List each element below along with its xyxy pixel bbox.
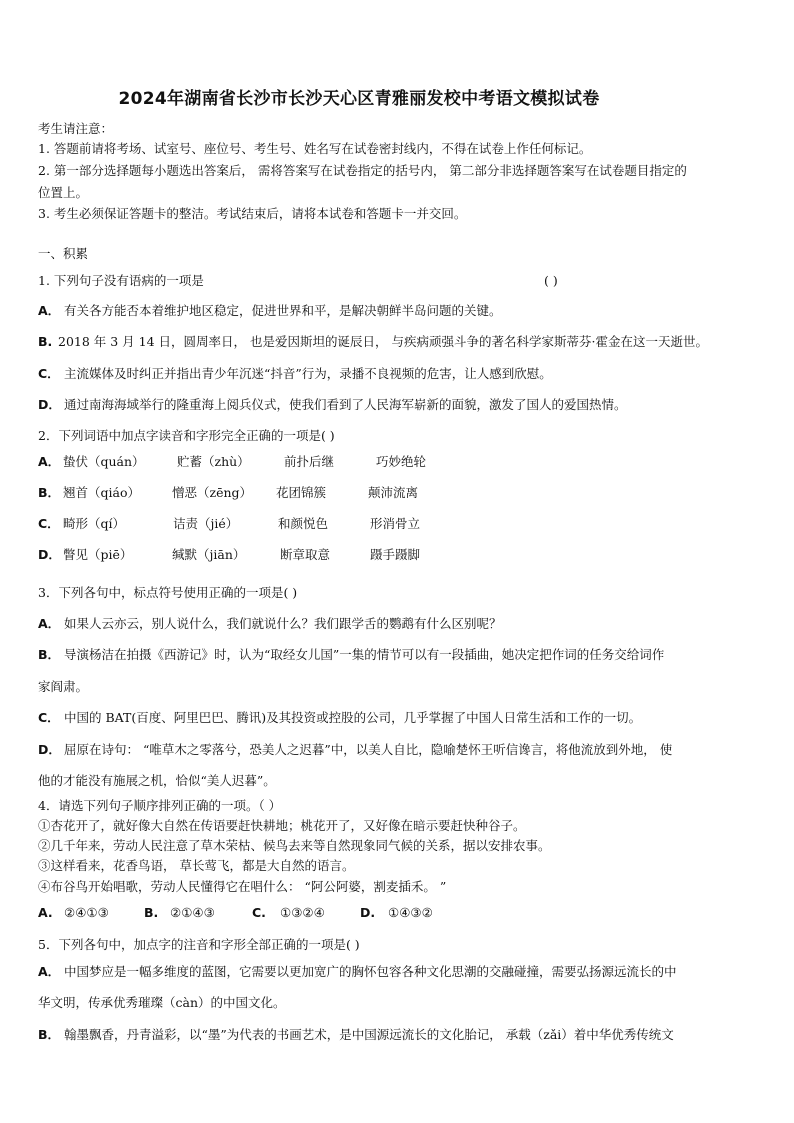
q2-word: 颠沛流离: [368, 485, 419, 500]
q2-option-row: [38, 547, 758, 565]
q2-word: 和颜悦色: [278, 516, 329, 531]
notice-item: 2. 第一部分选择题每小题选出答案后， 需将答案写在试卷指定的括号内， 第二部分非选择题答案写在试卷题目指定的: [38, 163, 687, 178]
notice-item: 3. 考生必须保证答题卡的整洁。考试结束后，请将本试卷和答题卡一并交回。: [38, 206, 467, 221]
q1-answer-paren: ( ): [544, 273, 558, 288]
q2-word: 断章取意: [280, 547, 331, 562]
q3-option-d: 屈原在诗句： “唯草木之零落兮，恐美人之迟暮”中，以美人自比，隐喻楚怀王听信谗言，将他流放到外地， 使: [64, 742, 673, 757]
q1-option-key: A．: [38, 303, 61, 318]
q4-option-value: ②④①③: [64, 905, 109, 920]
page-title: 2024年湖南省长沙市长沙天心区青雅丽发校中考语文模拟试卷: [118, 89, 600, 109]
q3-option-key: D．: [38, 742, 61, 757]
q2-option-row: [38, 516, 758, 534]
q5-option-b: 翰墨飘香，丹青溢彩，以“墨”为代表的书画艺术，是中国源远流长的文化胎记， 承载（zǎi）着中华优秀传统文: [64, 1027, 674, 1042]
q4-options: [38, 905, 538, 923]
q2-option-row: [38, 454, 758, 472]
q2-option-key: A．: [38, 454, 61, 469]
notice-heading: 考生请注意：: [38, 121, 114, 136]
q4-stem: 4．请选下列句子顺序排列正确的一项。（ ）: [38, 798, 282, 813]
q3-option-c: 中国的 BAT(百度、阿里巴巴、腾讯)及其投资或控股的公司，几乎掌握了中国人日常生活和工作的一切。: [64, 710, 642, 725]
q2-option-key: D．: [38, 547, 61, 562]
q3-option-key: C．: [38, 710, 60, 725]
q2-option-key: C．: [38, 516, 60, 531]
q2-word: 巧妙绝轮: [376, 454, 427, 469]
q4-sentence: ③这样看来，花香鸟语， 草长莺飞，都是大自然的语言。: [38, 858, 355, 873]
q5-stem: 5．下列各句中，加点字的注音和字形全部正确的一项是( ): [38, 937, 360, 952]
q3-option-key: A．: [38, 616, 61, 631]
q1-option-key: C．: [38, 366, 60, 381]
q5-option-a: 中国梦应是一幅多维度的蓝图，它需要以更加宽广的胸怀包容各种文化思潮的交融碰撞，需要弘扬源远流长的中: [64, 964, 677, 979]
q3-option-a: 如果人云亦云，别人说什么，我们就说什么？我们跟学舌的鹦鹉有什么区别呢？: [64, 616, 502, 631]
q1-option-key: B.: [38, 334, 53, 349]
q2-word: 翘首（qiáo）: [63, 485, 140, 500]
q1-stem: 1. 下列句子没有语病的一项是: [38, 273, 204, 288]
q1-option-c: 主流媒体及时纠正并指出青少年沉迷“抖音”行为，录播不良视频的危害，让人感到欣慰。: [64, 366, 552, 381]
q5-option-a-cont: 华文明，传承优秀璀璨（càn）的中国文化。: [38, 995, 286, 1010]
q4-option-key: B.: [144, 905, 159, 920]
q4-option-key: C.: [252, 905, 266, 920]
q4-sentence: ①杏花开了，就好像大自然在传语要赶快耕地；桃花开了，又好像在暗示要赶快种谷子。: [38, 818, 526, 833]
q3-option-b: 导演杨洁在拍摄《西游记》时，认为“取经女儿国”一集的情节可以有一段插曲，她决定把作词的任务交给词作: [64, 647, 665, 662]
q2-option-key: B．: [38, 485, 61, 500]
q1-option-d: 通过南海海域举行的隆重海上阅兵仪式，使我们看到了人民海军崭新的面貌，激发了国人的爱国热情。: [64, 397, 627, 412]
q2-word: 蹑手蹑脚: [370, 547, 421, 562]
q4-option-key: D.: [360, 905, 376, 920]
q2-word: 贮蓄（zhù）: [177, 454, 250, 469]
q2-stem: 2．下列词语中加点字读音和字形完全正确的一项是( ): [38, 428, 335, 443]
q1-option-a: 有关各方能否本着维护地区稳定，促进世界和平，是解决朝鲜半岛问题的关键。: [64, 303, 502, 318]
q1-option-b: 2018 年 3 月 14 日，圆周率日， 也是爱因斯坦的诞辰日， 与疾病顽强斗争的著名科学家斯蒂芬·霍金在这一天逝世。: [58, 334, 708, 349]
q4-option-value: ②①④③: [170, 905, 215, 920]
q4-sentence: ④布谷鸟开始唱歌，劳动人民懂得它在唱什么： “阿公阿婆，割麦插禾。 ”: [38, 879, 447, 894]
q1-option-key: D．: [38, 397, 61, 412]
q3-option-key: B．: [38, 647, 61, 662]
q4-option-value: ①④③②: [388, 905, 433, 920]
q2-word: 诘责（jié）: [173, 516, 239, 531]
q2-word: 憎恶（zēng）: [172, 485, 253, 500]
notice-item: 位置上。: [38, 185, 89, 200]
q2-word: 瞥见（piē）: [63, 547, 133, 562]
q2-word: 蛰伏（quán）: [63, 454, 145, 469]
q3-option-d-cont: 他的才能没有施展之机，恰似“美人迟暮”。: [38, 773, 276, 788]
q4-option-value: ①③②④: [280, 905, 325, 920]
q4-sentence: ②几千年来，劳动人民注意了草木荣枯、候鸟去来等自然现象同气候的关系，据以安排农事。: [38, 838, 551, 853]
q5-option-key: A．: [38, 964, 61, 979]
q4-option-key: A.: [38, 905, 53, 920]
section-heading: 一、积累: [38, 246, 89, 261]
q2-word: 花团锦簇: [276, 485, 327, 500]
q3-option-b-cont: 家阎肃。: [38, 679, 89, 694]
q5-option-key: B．: [38, 1027, 61, 1042]
q3-stem: 3．下列各句中，标点符号使用正确的一项是( ): [38, 585, 298, 600]
q2-word: 缄默（jiān）: [172, 547, 246, 562]
q2-option-row: [38, 485, 758, 503]
notice-item: 1. 答题前请将考场、试室号、座位号、考生号、姓名写在试卷密封线内，不得在试卷上作任何标记。: [38, 141, 592, 156]
q2-word: 前扑后继: [284, 454, 335, 469]
q2-word: 形消骨立: [370, 516, 421, 531]
q2-word: 畸形（qí）: [63, 516, 125, 531]
